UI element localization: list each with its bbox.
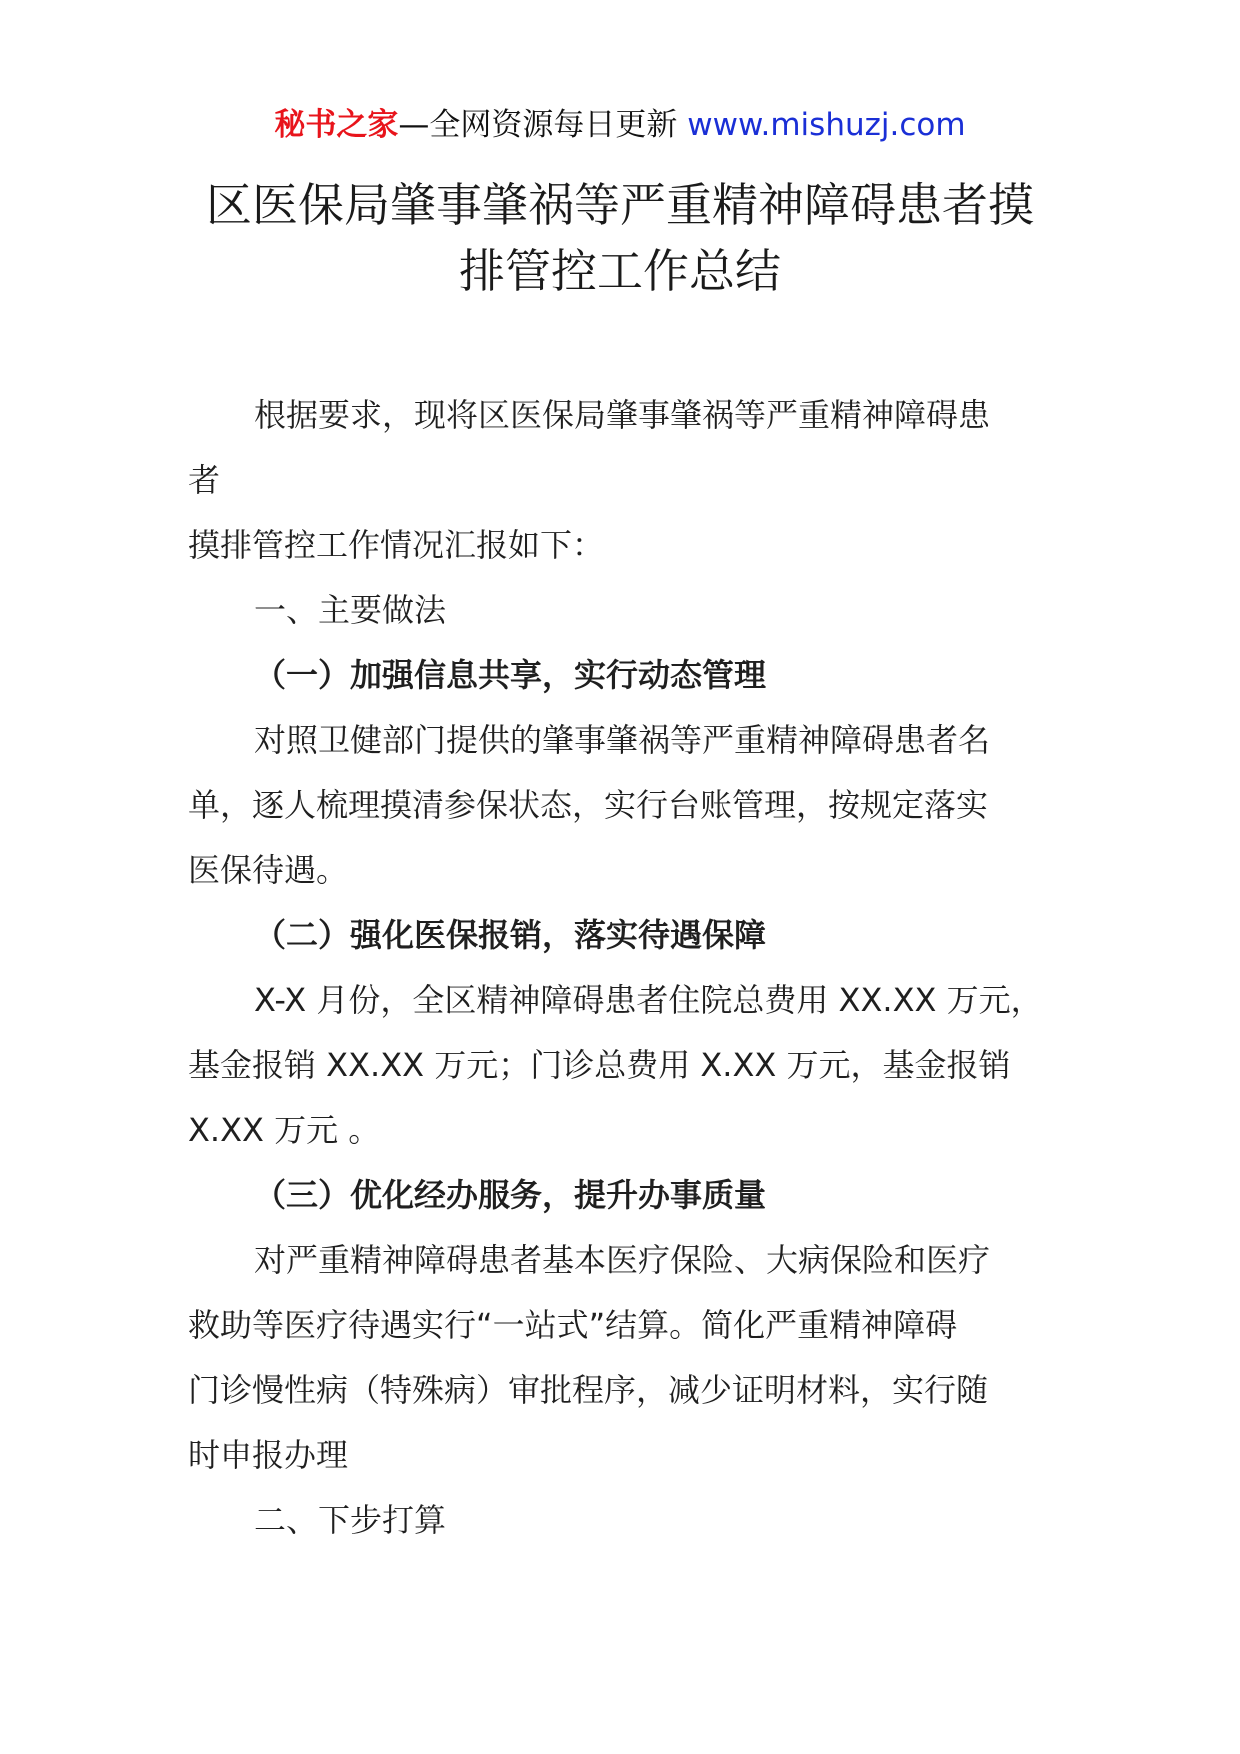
section-heading-2: 二、下步打算 bbox=[254, 1501, 447, 1539]
paragraph-1-line-2: 单，逐人梳理摸清参保状态，实行台账管理，按规定落实 bbox=[188, 786, 989, 824]
paragraph-3-line-2: 救助等医疗待遇实行“一站式”结算。简化严重精神障碍 bbox=[188, 1306, 958, 1344]
paragraph-2-line-1: X-X 月份，全区精神障碍患者住院总费用 XX.XX 万元， bbox=[254, 981, 1043, 1019]
paragraph-3-line-4: 时申报办理 bbox=[188, 1436, 349, 1474]
intro-line-2: 者 bbox=[188, 461, 221, 499]
site-url-link[interactable]: www.mishuzj.com bbox=[687, 107, 966, 143]
paragraph-2-line-3: X.XX 万元 。 bbox=[188, 1111, 381, 1149]
paragraph-3-line-3: 门诊慢性病（特殊病）审批程序，减少证明材料，实行随 bbox=[188, 1371, 989, 1409]
paragraph-2-line-2: 基金报销 XX.XX 万元；门诊总费用 X.XX 万元，基金报销 bbox=[188, 1046, 1011, 1084]
title-line-1: 区医保局肇事肇祸等严重精神障碍患者摸 bbox=[206, 178, 1034, 232]
paragraph-3-line-1: 对严重精神障碍患者基本医疗保险、大病保险和医疗 bbox=[254, 1241, 991, 1279]
subsection-heading-2: （二）强化医保报销，落实待遇保障 bbox=[254, 916, 767, 954]
section-heading-1: 一、主要做法 bbox=[254, 591, 447, 629]
intro-line-1: 根据要求，现将区医保局肇事肇祸等严重精神障碍患 bbox=[254, 396, 991, 434]
paragraph-1-line-3: 医保待遇。 bbox=[188, 851, 349, 889]
intro-line-3: 摸排管控工作情况汇报如下： bbox=[188, 526, 605, 564]
document-body bbox=[188, 383, 1068, 1553]
subsection-heading-3: （三）优化经办服务，提升办事质量 bbox=[254, 1176, 767, 1214]
site-banner bbox=[0, 100, 1240, 150]
subsection-heading-1: （一）加强信息共享，实行动态管理 bbox=[254, 656, 767, 694]
brand-name: 秘书之家 bbox=[274, 107, 399, 143]
banner-tagline: —全网资源每日更新 bbox=[398, 107, 678, 143]
document-title bbox=[150, 172, 1090, 304]
paragraph-1-line-1: 对照卫健部门提供的肇事肇祸等严重精神障碍患者名 bbox=[254, 721, 991, 759]
title-line-2: 排管控工作总结 bbox=[459, 244, 781, 298]
